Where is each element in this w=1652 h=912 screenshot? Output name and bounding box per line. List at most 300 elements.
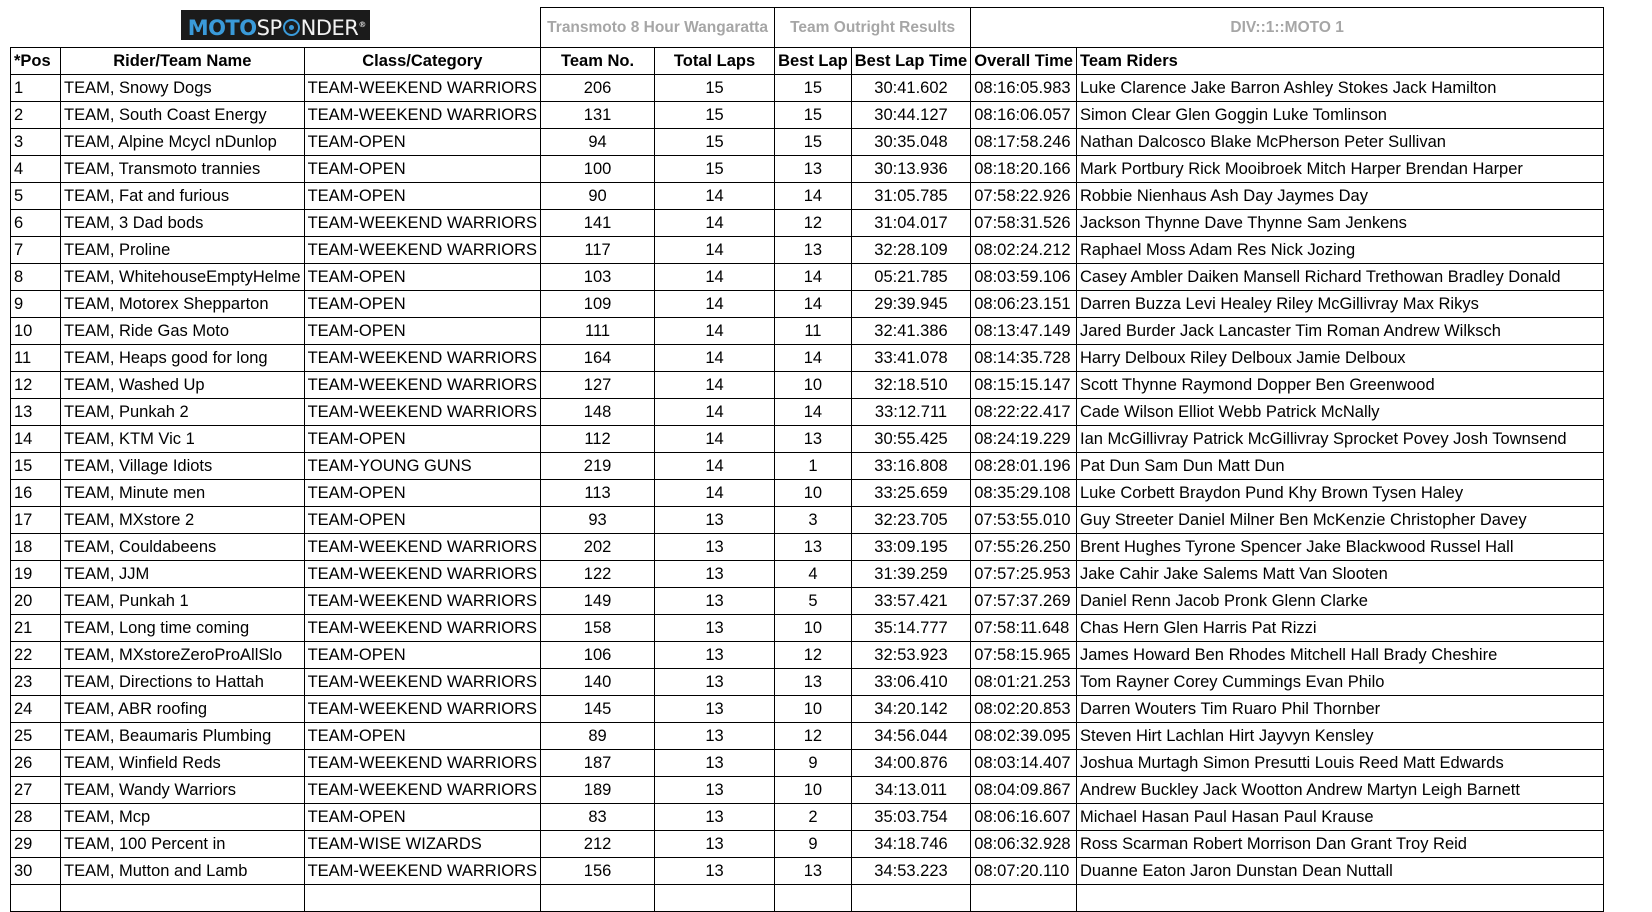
cell-pos: 12: [11, 371, 61, 398]
cell-overall-time: 08:14:35.728: [971, 344, 1077, 371]
cell-class: TEAM-WEEKEND WARRIORS: [304, 695, 540, 722]
cell-best-lap-time: 33:09.195: [851, 533, 970, 560]
cell-team-no: 219: [541, 452, 655, 479]
cell-team-name: TEAM, Punkah 1: [61, 587, 305, 614]
cell-class: TEAM-WEEKEND WARRIORS: [304, 344, 540, 371]
cell-best-lap-time: 30:55.425: [851, 425, 970, 452]
cell-team-name: TEAM, KTM Vic 1: [61, 425, 305, 452]
cell-class: TEAM-WEEKEND WARRIORS: [304, 236, 540, 263]
cell-best-lap: 14: [775, 344, 852, 371]
cell-overall-time: 07:57:37.269: [971, 587, 1077, 614]
cell-best-lap-time: 31:05.785: [851, 182, 970, 209]
cell-overall-time: 08:16:06.057: [971, 101, 1077, 128]
cell-total-laps: 14: [655, 425, 775, 452]
cell-best-lap-time: 33:25.659: [851, 479, 970, 506]
table-row: [11, 722, 1604, 749]
cell-team-riders: Jackson Thynne Dave Thynne Sam Jenkens: [1077, 209, 1604, 236]
cell-class: TEAM-WEEKEND WARRIORS: [304, 857, 540, 884]
cell-pos: 27: [11, 776, 61, 803]
cell-best-lap: 2: [775, 803, 852, 830]
cell-overall-time: 08:02:39.095: [971, 722, 1077, 749]
cell-best-lap: 9: [775, 830, 852, 857]
division-label: DIV::1::MOTO 1: [971, 8, 1604, 48]
table-row: [11, 668, 1604, 695]
cell-total-laps: 13: [655, 776, 775, 803]
cell-best-lap-time: 33:41.078: [851, 344, 970, 371]
cell-total-laps: 14: [655, 182, 775, 209]
cell-best-lap: 13: [775, 533, 852, 560]
cell-best-lap: 15: [775, 128, 852, 155]
cell-best-lap: 11: [775, 317, 852, 344]
cell-total-laps: 14: [655, 398, 775, 425]
motosponder-logo: MOTOSP NDER®: [181, 10, 370, 40]
cell-overall-time: 07:53:55.010: [971, 506, 1077, 533]
cell-total-laps: 15: [655, 101, 775, 128]
table-row: [11, 587, 1604, 614]
cell-best-lap-time: 30:13.936: [851, 155, 970, 182]
cell-total-laps: 14: [655, 209, 775, 236]
cell-pos: 25: [11, 722, 61, 749]
cell-pos: 20: [11, 587, 61, 614]
cell-total-laps: 13: [655, 641, 775, 668]
cell-class: TEAM-WEEKEND WARRIORS: [304, 560, 540, 587]
table-row: [11, 74, 1604, 101]
cell-best-lap: 10: [775, 614, 852, 641]
cell-team-no: 148: [541, 398, 655, 425]
cell-team-no: 202: [541, 533, 655, 560]
cell-team-name: TEAM, Motorex Shepparton: [61, 290, 305, 317]
cell-team-name: TEAM, Punkah 2: [61, 398, 305, 425]
cell-overall-time: 08:18:20.166: [971, 155, 1077, 182]
cell-overall-time: 08:06:16.607: [971, 803, 1077, 830]
cell-best-lap: 10: [775, 695, 852, 722]
cell-overall-time: 08:15:15.147: [971, 371, 1077, 398]
table-row: [11, 182, 1604, 209]
cell-best-lap: 5: [775, 587, 852, 614]
cell-total-laps: 13: [655, 587, 775, 614]
results-table: [10, 7, 1604, 912]
table-row: [11, 803, 1604, 830]
cell-class: TEAM-WEEKEND WARRIORS: [304, 398, 540, 425]
cell-team-riders: Brent Hughes Tyrone Spencer Jake Blackwood Russel Hall: [1077, 533, 1604, 560]
cell-best-lap: 3: [775, 506, 852, 533]
header-overall-time: Overall Time: [971, 47, 1077, 74]
cell-empty: [851, 884, 970, 911]
cell-total-laps: 14: [655, 263, 775, 290]
cell-overall-time: 08:35:29.108: [971, 479, 1077, 506]
table-row: [11, 371, 1604, 398]
cell-team-no: 140: [541, 668, 655, 695]
cell-pos: 21: [11, 614, 61, 641]
cell-overall-time: 08:01:21.253: [971, 668, 1077, 695]
cell-class: TEAM-OPEN: [304, 290, 540, 317]
cell-team-riders: Tom Rayner Corey Cummings Evan Philo: [1077, 668, 1604, 695]
cell-pos: 18: [11, 533, 61, 560]
cell-team-name: TEAM, Alpine Mcycl nDunlop: [61, 128, 305, 155]
cell-team-no: 156: [541, 857, 655, 884]
cell-total-laps: 13: [655, 614, 775, 641]
cell-team-name: TEAM, Washed Up: [61, 371, 305, 398]
cell-class: TEAM-OPEN: [304, 479, 540, 506]
cell-total-laps: 14: [655, 452, 775, 479]
cell-team-name: TEAM, Mutton and Lamb: [61, 857, 305, 884]
cell-best-lap-time: 34:00.876: [851, 749, 970, 776]
cell-total-laps: 13: [655, 506, 775, 533]
cell-class: TEAM-OPEN: [304, 317, 540, 344]
cell-team-no: 89: [541, 722, 655, 749]
cell-team-name: TEAM, Couldabeens: [61, 533, 305, 560]
cell-total-laps: 14: [655, 371, 775, 398]
cell-team-no: 100: [541, 155, 655, 182]
cell-overall-time: 08:07:20.110: [971, 857, 1077, 884]
cell-best-lap: 10: [775, 479, 852, 506]
cell-team-riders: Ian McGillivray Patrick McGillivray Sprocket Povey Josh Townsend: [1077, 425, 1604, 452]
header-pos: *Pos: [11, 47, 61, 74]
table-row: [11, 452, 1604, 479]
table-row: [11, 209, 1604, 236]
cell-pos: 30: [11, 857, 61, 884]
cell-team-riders: Joshua Murtagh Simon Presutti Louis Reed Matt Edwards: [1077, 749, 1604, 776]
cell-team-name: TEAM, Fat and furious: [61, 182, 305, 209]
cell-team-no: 113: [541, 479, 655, 506]
header-total-laps: Total Laps: [655, 47, 775, 74]
cell-best-lap-time: 30:44.127: [851, 101, 970, 128]
cell-team-name: TEAM, Snowy Dogs: [61, 74, 305, 101]
header-best-lap-time: Best Lap Time: [851, 47, 970, 74]
cell-team-name: TEAM, JJM: [61, 560, 305, 587]
cell-total-laps: 13: [655, 695, 775, 722]
table-row: [11, 290, 1604, 317]
cell-team-name: TEAM, South Coast Energy: [61, 101, 305, 128]
cell-team-riders: Chas Hern Glen Harris Pat Rizzi: [1077, 614, 1604, 641]
cell-team-riders: Michael Hasan Paul Hasan Paul Krause: [1077, 803, 1604, 830]
cell-total-laps: 14: [655, 290, 775, 317]
cell-best-lap: 4: [775, 560, 852, 587]
cell-team-no: 189: [541, 776, 655, 803]
cell-team-riders: Steven Hirt Lachlan Hirt Jayvyn Kensley: [1077, 722, 1604, 749]
cell-best-lap-time: 32:41.386: [851, 317, 970, 344]
cell-overall-time: 07:58:15.965: [971, 641, 1077, 668]
cell-team-no: 106: [541, 641, 655, 668]
cell-team-no: 83: [541, 803, 655, 830]
cell-overall-time: 08:03:59.106: [971, 263, 1077, 290]
cell-pos: 16: [11, 479, 61, 506]
cell-best-lap: 13: [775, 668, 852, 695]
cell-best-lap-time: 32:28.109: [851, 236, 970, 263]
cell-team-name: TEAM, Wandy Warriors: [61, 776, 305, 803]
column-header-row: [11, 47, 1604, 74]
cell-team-no: 94: [541, 128, 655, 155]
cell-pos: 5: [11, 182, 61, 209]
logo-o-mark-icon: [283, 19, 300, 36]
cell-best-lap-time: 34:18.746: [851, 830, 970, 857]
header-best-lap: Best Lap: [775, 47, 852, 74]
cell-team-riders: Nathan Dalcosco Blake McPherson Peter Sullivan: [1077, 128, 1604, 155]
cell-class: TEAM-WEEKEND WARRIORS: [304, 668, 540, 695]
cell-team-name: TEAM, Heaps good for long: [61, 344, 305, 371]
cell-team-riders: Cade Wilson Elliot Webb Patrick McNally: [1077, 398, 1604, 425]
cell-empty: [775, 884, 852, 911]
cell-overall-time: 08:04:09.867: [971, 776, 1077, 803]
cell-team-riders: Darren Buzza Levi Healey Riley McGillivray Max Rikys: [1077, 290, 1604, 317]
cell-best-lap: 14: [775, 263, 852, 290]
cell-overall-time: 08:22:22.417: [971, 398, 1077, 425]
cell-team-name: TEAM, Ride Gas Moto: [61, 317, 305, 344]
cell-team-no: 131: [541, 101, 655, 128]
cell-team-riders: Simon Clear Glen Goggin Luke Tomlinson: [1077, 101, 1604, 128]
header-team-riders: Team Riders: [1077, 47, 1604, 74]
cell-overall-time: 07:58:31.526: [971, 209, 1077, 236]
cell-team-no: 117: [541, 236, 655, 263]
cell-team-riders: Darren Wouters Tim Ruaro Phil Thornber: [1077, 695, 1604, 722]
cell-overall-time: 08:06:23.151: [971, 290, 1077, 317]
cell-pos: 3: [11, 128, 61, 155]
cell-team-no: 90: [541, 182, 655, 209]
cell-team-no: 187: [541, 749, 655, 776]
table-row: [11, 749, 1604, 776]
cell-total-laps: 15: [655, 155, 775, 182]
cell-team-name: TEAM, Transmoto trannies: [61, 155, 305, 182]
table-row: [11, 830, 1604, 857]
cell-team-name: TEAM, 3 Dad bods: [61, 209, 305, 236]
cell-class: TEAM-WEEKEND WARRIORS: [304, 587, 540, 614]
cell-pos: 10: [11, 317, 61, 344]
table-row: [11, 614, 1604, 641]
table-row: [11, 506, 1604, 533]
cell-total-laps: 13: [655, 857, 775, 884]
cell-team-no: 145: [541, 695, 655, 722]
cell-pos: 7: [11, 236, 61, 263]
cell-best-lap: 13: [775, 857, 852, 884]
cell-team-riders: Duanne Eaton Jaron Dunstan Dean Nuttall: [1077, 857, 1604, 884]
cell-pos: 23: [11, 668, 61, 695]
cell-best-lap-time: 35:14.777: [851, 614, 970, 641]
cell-best-lap: 13: [775, 236, 852, 263]
cell-team-riders: Jared Burder Jack Lancaster Tim Roman Andrew Wilksch: [1077, 317, 1604, 344]
cell-best-lap: 13: [775, 425, 852, 452]
cell-pos: 24: [11, 695, 61, 722]
cell-best-lap: 10: [775, 776, 852, 803]
cell-team-riders: Luke Corbett Braydon Pund Khy Brown Tysen Haley: [1077, 479, 1604, 506]
cell-overall-time: 07:57:25.953: [971, 560, 1077, 587]
cell-best-lap: 9: [775, 749, 852, 776]
cell-best-lap: 12: [775, 722, 852, 749]
cell-team-name: TEAM, 100 Percent in: [61, 830, 305, 857]
cell-best-lap-time: 32:53.923: [851, 641, 970, 668]
result-type: Team Outright Results: [775, 8, 971, 48]
cell-overall-time: 08:28:01.196: [971, 452, 1077, 479]
cell-overall-time: 07:58:22.926: [971, 182, 1077, 209]
table-row: [11, 425, 1604, 452]
cell-team-name: TEAM, Proline: [61, 236, 305, 263]
cell-pos: 17: [11, 506, 61, 533]
cell-overall-time: 08:06:32.928: [971, 830, 1077, 857]
cell-total-laps: 13: [655, 533, 775, 560]
cell-class: TEAM-OPEN: [304, 425, 540, 452]
cell-total-laps: 15: [655, 128, 775, 155]
cell-empty: [304, 884, 540, 911]
cell-team-name: TEAM, WhitehouseEmptyHelme: [61, 263, 305, 290]
cell-best-lap-time: 32:18.510: [851, 371, 970, 398]
cell-best-lap-time: 34:53.223: [851, 857, 970, 884]
cell-pos: 1: [11, 74, 61, 101]
cell-team-riders: Raphael Moss Adam Res Nick Jozing: [1077, 236, 1604, 263]
logo-cell: [11, 8, 541, 48]
cell-team-no: 109: [541, 290, 655, 317]
table-row: [11, 857, 1604, 884]
header-class: Class/Category: [304, 47, 540, 74]
cell-pos: 2: [11, 101, 61, 128]
cell-team-name: TEAM, Long time coming: [61, 614, 305, 641]
cell-class: TEAM-OPEN: [304, 641, 540, 668]
cell-pos: 6: [11, 209, 61, 236]
cell-team-no: 212: [541, 830, 655, 857]
cell-team-name: TEAM, Beaumaris Plumbing: [61, 722, 305, 749]
cell-total-laps: 13: [655, 803, 775, 830]
cell-class: TEAM-YOUNG GUNS: [304, 452, 540, 479]
cell-best-lap: 1: [775, 452, 852, 479]
cell-team-name: TEAM, MXstoreZeroProAllSlo: [61, 641, 305, 668]
cell-pos: 19: [11, 560, 61, 587]
cell-overall-time: 08:03:14.407: [971, 749, 1077, 776]
cell-class: TEAM-OPEN: [304, 263, 540, 290]
cell-total-laps: 14: [655, 236, 775, 263]
table-row: [11, 128, 1604, 155]
cell-team-riders: Guy Streeter Daniel Milner Ben McKenzie Christopher Davey: [1077, 506, 1604, 533]
cell-team-riders: James Howard Ben Rhodes Mitchell Hall Brady Cheshire: [1077, 641, 1604, 668]
cell-pos: 8: [11, 263, 61, 290]
results-body: [11, 74, 1604, 911]
cell-team-riders: Mark Portbury Rick Mooibroek Mitch Harper Brendan Harper: [1077, 155, 1604, 182]
table-row: [11, 560, 1604, 587]
table-row: [11, 398, 1604, 425]
cell-total-laps: 13: [655, 830, 775, 857]
cell-overall-time: 08:17:58.246: [971, 128, 1077, 155]
table-row: [11, 155, 1604, 182]
header-team-no: Team No.: [541, 47, 655, 74]
cell-class: TEAM-OPEN: [304, 722, 540, 749]
cell-class: TEAM-WEEKEND WARRIORS: [304, 776, 540, 803]
cell-empty: [1077, 884, 1604, 911]
cell-pos: 22: [11, 641, 61, 668]
cell-empty: [541, 884, 655, 911]
cell-overall-time: 08:02:20.853: [971, 695, 1077, 722]
cell-class: TEAM-OPEN: [304, 155, 540, 182]
cell-best-lap-time: 33:16.808: [851, 452, 970, 479]
cell-team-riders: Ross Scarman Robert Morrison Dan Grant Troy Reid: [1077, 830, 1604, 857]
cell-best-lap: 10: [775, 371, 852, 398]
cell-best-lap-time: 33:12.711: [851, 398, 970, 425]
cell-team-name: TEAM, Minute men: [61, 479, 305, 506]
cell-best-lap-time: 30:41.602: [851, 74, 970, 101]
cell-team-riders: Scott Thynne Raymond Dopper Ben Greenwood: [1077, 371, 1604, 398]
table-row: [11, 263, 1604, 290]
cell-best-lap: 12: [775, 641, 852, 668]
cell-empty: [11, 884, 61, 911]
cell-class: TEAM-WEEKEND WARRIORS: [304, 371, 540, 398]
cell-class: TEAM-WEEKEND WARRIORS: [304, 209, 540, 236]
cell-pos: 29: [11, 830, 61, 857]
table-row: [11, 236, 1604, 263]
cell-team-no: 158: [541, 614, 655, 641]
cell-best-lap-time: 34:20.142: [851, 695, 970, 722]
cell-class: TEAM-WEEKEND WARRIORS: [304, 614, 540, 641]
cell-team-no: 149: [541, 587, 655, 614]
cell-class: TEAM-WISE WIZARDS: [304, 830, 540, 857]
cell-team-no: 141: [541, 209, 655, 236]
cell-overall-time: 07:58:11.648: [971, 614, 1077, 641]
table-row: [11, 641, 1604, 668]
cell-best-lap: 15: [775, 74, 852, 101]
cell-best-lap: 12: [775, 209, 852, 236]
cell-pos: 28: [11, 803, 61, 830]
cell-team-no: 164: [541, 344, 655, 371]
cell-best-lap-time: 29:39.945: [851, 290, 970, 317]
cell-team-no: 122: [541, 560, 655, 587]
cell-empty: [971, 884, 1077, 911]
cell-team-name: TEAM, MXstore 2: [61, 506, 305, 533]
cell-team-riders: Andrew Buckley Jack Wootton Andrew Martyn Leigh Barnett: [1077, 776, 1604, 803]
cell-team-name: TEAM, Winfield Reds: [61, 749, 305, 776]
cell-overall-time: 08:13:47.149: [971, 317, 1077, 344]
table-row: [11, 695, 1604, 722]
cell-team-riders: Casey Ambler Daiken Mansell Richard Trethowan Bradley Donald: [1077, 263, 1604, 290]
cell-overall-time: 07:55:26.250: [971, 533, 1077, 560]
cell-total-laps: 14: [655, 317, 775, 344]
cell-overall-time: 08:02:24.212: [971, 236, 1077, 263]
event-title: Transmoto 8 Hour Wangaratta: [541, 8, 775, 48]
cell-best-lap: 14: [775, 182, 852, 209]
cell-pos: 4: [11, 155, 61, 182]
cell-team-no: 111: [541, 317, 655, 344]
cell-pos: 14: [11, 425, 61, 452]
cell-class: TEAM-OPEN: [304, 182, 540, 209]
cell-team-riders: Harry Delboux Riley Delboux Jamie Delboux: [1077, 344, 1604, 371]
cell-best-lap-time: 35:03.754: [851, 803, 970, 830]
cell-team-riders: Luke Clarence Jake Barron Ashley Stokes Jack Hamilton: [1077, 74, 1604, 101]
cell-best-lap: 14: [775, 290, 852, 317]
cell-team-no: 103: [541, 263, 655, 290]
cell-overall-time: 08:24:19.229: [971, 425, 1077, 452]
table-row: [11, 344, 1604, 371]
cell-total-laps: 15: [655, 74, 775, 101]
cell-class: TEAM-OPEN: [304, 128, 540, 155]
cell-best-lap-time: 33:06.410: [851, 668, 970, 695]
table-row: [11, 479, 1604, 506]
cell-pos: 15: [11, 452, 61, 479]
table-row: [11, 776, 1604, 803]
cell-class: TEAM-WEEKEND WARRIORS: [304, 533, 540, 560]
cell-overall-time: 08:16:05.983: [971, 74, 1077, 101]
cell-empty: [655, 884, 775, 911]
cell-total-laps: 13: [655, 749, 775, 776]
cell-best-lap-time: 34:13.011: [851, 776, 970, 803]
cell-team-name: TEAM, ABR roofing: [61, 695, 305, 722]
cell-total-laps: 14: [655, 479, 775, 506]
cell-team-no: 127: [541, 371, 655, 398]
cell-best-lap-time: 05:21.785: [851, 263, 970, 290]
cell-team-riders: Jake Cahir Jake Salems Matt Van Slooten: [1077, 560, 1604, 587]
cell-class: TEAM-WEEKEND WARRIORS: [304, 749, 540, 776]
table-row: [11, 101, 1604, 128]
cell-best-lap-time: 32:23.705: [851, 506, 970, 533]
cell-best-lap: 15: [775, 101, 852, 128]
cell-class: TEAM-OPEN: [304, 803, 540, 830]
cell-team-riders: Daniel Renn Jacob Pronk Glenn Clarke: [1077, 587, 1604, 614]
cell-team-no: 206: [541, 74, 655, 101]
cell-total-laps: 13: [655, 668, 775, 695]
cell-best-lap-time: 34:56.044: [851, 722, 970, 749]
